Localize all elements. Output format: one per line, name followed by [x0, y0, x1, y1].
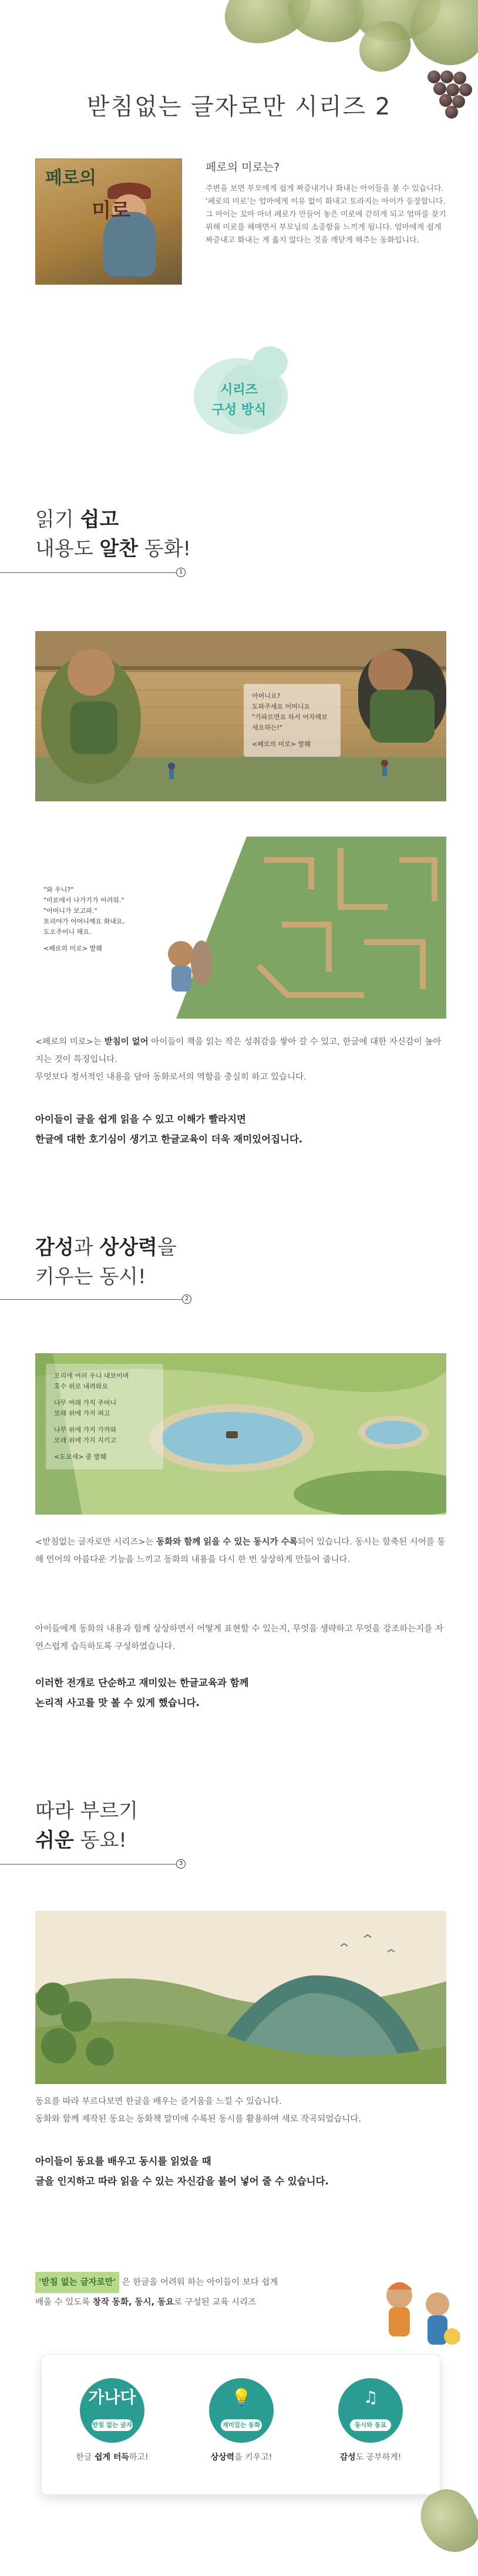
- illustration-caption-1: 아머니요? 도와주세요 어머니요 "가파르면요 하서 어자해보세요하는!" <페로의 미로> 발췌: [244, 684, 341, 757]
- cover-title-bottom: 미로: [92, 199, 130, 222]
- illustration-lake: [35, 1353, 446, 1515]
- poem-box: 오리에 여러 우니 내보이며 호수 위로 내려와요 나무 여래 가지 주머니 모래 위에 가지 펴고 나무 위에 가지 가까와 모래 위에 가지 지키고 <도요새> 중 발췌: [46, 1364, 163, 1469]
- music-note-icon: ♫ 동시와 동요: [338, 2378, 403, 2443]
- section2-emphasis: 이러한 전개로 단순하고 재미있는 한글교육과 함께 논리적 사고를 맛 볼 수 있게 했습니다.: [35, 1677, 249, 1708]
- children-illustration: [364, 2272, 470, 2366]
- illustration-maze: [35, 837, 446, 1019]
- series-badge-text: 시리즈 구성 방식: [211, 383, 267, 417]
- book-info: [206, 159, 446, 247]
- series-tag: '받침 없는 글자로만': [35, 2272, 119, 2293]
- section1-number: 1: [176, 568, 186, 577]
- feature-panel: [41, 2354, 440, 2495]
- section2-heading: 감성과 상상력을 키우는 동시!: [35, 1236, 177, 1289]
- cover-title-top: 페로의: [45, 168, 96, 188]
- section2-divider: [0, 1299, 182, 1300]
- book-cover-image: [35, 159, 182, 285]
- section2-number: 2: [182, 1294, 191, 1304]
- section3-paragraph: 동요를 따라 부르다보면 한글을 배우는 즐거움을 느낄 수 있습니다. 동화와 함께 제작된 동요는 동화책 말미에 수록된 동시를 활용하여 새로 작곡되었습니다.: [35, 2097, 361, 2124]
- feature-poem-song: ♫ 동시와 동요 감성도 공부하게!: [312, 2378, 429, 2463]
- book-description: 주변을 보면 부모에게 쉽게 짜증내거나 화내는 아이들을 볼 수 있습니다. '페로의 미로'는 엄마에게 이유 없이 화내고 토라지는 아이가 등장합니다. 그 아이는 꼬마 마녀 페로가 만들어 놓은 미로에 갇히게 되고 엄마를 찾기 위해 미로를 헤매면서 부모님의 소중함을 느끼게 됩니다. 엄마에게 쉽게 짜증내고 화내는 게 옳지 않다는 것을 깨닫게 해주는 동화입니다.: [206, 184, 446, 245]
- page-title: 받침없는 글자로만 시리즈 2: [86, 93, 392, 120]
- series-summary: '받침 없는 글자로만' 은 한글을 어려워 하는 아이들이 보다 쉽게 배울 수 있도록 창작 동화, 동시, 동요로 구성된 교육 시리즈: [35, 2272, 446, 2312]
- section1-heading: 읽기 쉽고 내용도 알찬 동화!: [35, 508, 191, 561]
- lightbulb-icon: 💡 재미있는 동화: [209, 2378, 274, 2443]
- illustration-mountain: [35, 1911, 446, 2084]
- book-title: 페로의 미로는?: [206, 161, 280, 174]
- section3-emphasis: 아이들이 동요를 배우고 동시를 읽었을 때 글을 인지하고 따라 읽을 수 있는 자신감을 불어 넣어 줄 수 있습니다.: [35, 2156, 329, 2187]
- section1-divider: [0, 572, 176, 573]
- section3-heading: 따라 부르기 쉬운 동요!: [35, 1799, 139, 1852]
- illustration-gate-scene: [35, 631, 446, 801]
- section1-emphasis: 아이들이 글을 쉽게 읽을 수 있고 이해가 빨라지면 한글에 대한 호기심이 생기고 한글교육이 더욱 재미있어집니다.: [35, 1114, 303, 1145]
- section1-paragraph: <페로의 미로>는 받침이 없어 아이들이 책을 읽는 작은 성취감을 쌓아 갈 수 있고, 한글에 대한 자신감이 높아지는 것이 특징입니다. 무엇보다 정서적인 내용을 담아 동화로서의 역할을 충실히 하고 있습니다.: [35, 1037, 442, 1082]
- book-intro: [35, 159, 446, 288]
- feature-fun-story: 💡 재미있는 동화 상상력을 키우고!: [183, 2378, 300, 2463]
- section2-paragraph-1: <받침없는 글자로만 시리즈>는 동화와 함께 읽을 수 있는 동시가 수록되어 있습니다. 동시는 함축된 시어를 통해 언어의 아름다운 기능을 느끼고 동화의 내용을 다시 한 번 상상하게 만들어 줍니다.: [35, 1537, 446, 1565]
- feature-easy-hangul: 가나다 받침 없는 글자 한글 쉽게 터득하고!: [53, 2378, 171, 2463]
- section2-paragraph-2: 아이들에게 동화의 내용과 함께 상상하면서 어떻게 표현할 수 있는지, 무엇을 생략하고 무엇을 강조하는지를 자연스럽게 습득하도록 구성하였습니다.: [35, 1624, 443, 1651]
- illustration-caption-2: "와 우니?" "미로에서 나가기가 어려워." "어머니가 보고파." 토리야가 어머니예요 화내요, 도오주어니 해요. <페로의 미로> 발췌: [43, 886, 125, 952]
- hangul-letters-icon: 가나다 받침 없는 글자: [80, 2378, 144, 2443]
- series-badge: [0, 352, 478, 440]
- section3-number: 3: [176, 1859, 186, 1869]
